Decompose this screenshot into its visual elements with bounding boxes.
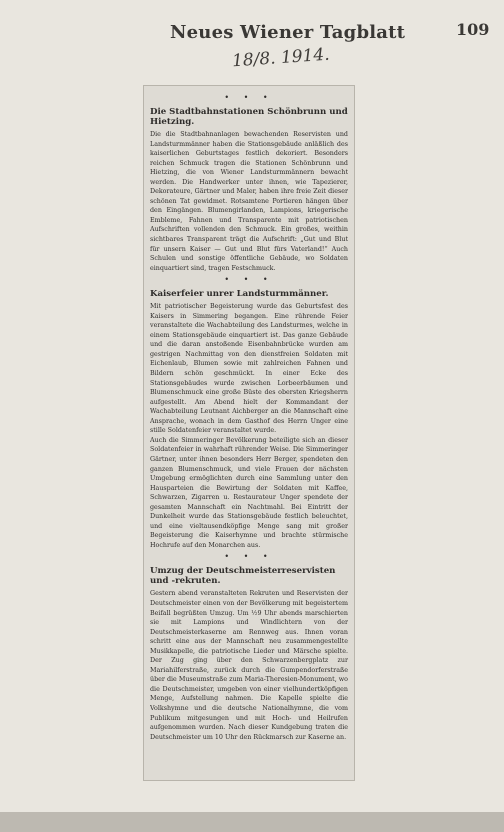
article-body-continued: Auch die Simmeringer Bevölkerung beteiligte sich an dieser Soldatenfeier in wahrhaft rührender Weise. Die Simmeringer Gärtner, unter ihnen besonders Herr Berger, spendeten den ganzen Blumenschmuck, und viele Frauen der nächsten Umgebung ermöglichten durch eine Sammlung unter den Hausparteien die Bewirtung der Soldaten mit Kaffee, Schwarzen, Zigarren u. Restaurateur Unger spendete der gesamten Mannschaft ein Nachtmahl. Bei Eintritt der Dunkelheit wurde das Stationsgebäude festlich beleuchtet, und eine vieltausendköpfige Menge sang mit großer Begeisterung die Kaiserhymne und brachte stürmische Hochrufe auf den Monarchen aus. bbox=[150, 436, 348, 549]
article-body: Mit patriotischer Begeisterung wurde das Geburtsfest des Kaisers in Simmering begangen. Eine rührende Feier veranstaltete die Wachabteilung des Landsturmes, welche in einem Stationsgebäude einquartiert ist. Das ganze Gebäude und die daran anstoßende Eisenbahnbrücke wurden am gestrigen Nachmittag von den dienstfreien Soldaten mit Eichenlaub, Blumen sowie mit zahlreichen Fahnen und Bildern schön geschmückt. In einer Ecke des Stationsgebäudes wurde zwischen Lorbeerbäumen und Blumenschmuck eine große Büste des obersten Kriegsherrn aufgestellt. Am Abend hielt der Kommandant der Wachabteilung Leutnant Aichberger an die Mannschaft eine Ansprache, wonach in dem Gasthof des Herrn Unger eine stille Soldatenfeier veranstaltet wurde. bbox=[150, 303, 348, 435]
separator: • • • bbox=[224, 552, 274, 562]
page-edge bbox=[0, 812, 504, 832]
article-title: Umzug der Deutschmeisterreservisten und -rekruten. bbox=[150, 566, 336, 587]
article-umzug bbox=[150, 566, 348, 742]
article-kaiserfeier bbox=[150, 289, 348, 550]
clipping-content bbox=[150, 92, 348, 774]
article-stadtbahnstationen bbox=[150, 107, 348, 273]
handwritten-date: 18/8. 1914. bbox=[231, 44, 331, 72]
article-title: Die Stadtbahnstationen Schönbrunn und Hietzing. bbox=[150, 107, 348, 127]
article-body: Gestern abend veranstalteten Rekruten und Reservisten der Deutschmeister einen von der Bevölkerung mit begeistertem Beifall begrüßten Umzug. Um ½9 Uhr abends marschierten sie mit Lampions und Windlichtern von der Deutschmeisterkaserne am Rennweg aus. Ihnen voran schritt eine aus der Mannschaft neu zusammengestellte Musikkapelle, die patriotische Lieder und Märsche spielte. Der Zug ging über den Schwarzenbergplatz zur Mariahilferstraße, zurück durch die Gumpendorferstraße über die Museumstraße zum Maria-Theresien-Monument, wo die Deutschmeister, umgeben von einer vielhundertköpfigen Menge, Aufstellung nahmen. Die Kapelle spielte die Volkshymne und die deutsche Nationalhymne, die vom Publikum mitgesungen und mit Hoch- und Heilrufen aufgenommen wurden. Nach dieser Kundgebung traten die Deutschmeister um 10 Uhr den Rückmarsch zur Kaserne an. bbox=[150, 590, 348, 741]
separator: • • • bbox=[224, 275, 274, 285]
article-body: Die die Stadtbahnanlagen bewachenden Reservisten und Landsturmmänner haben die Stationsgebäude anläßlich des kaiserlichen Geburtstages festlich dekoriert. Besonders reichen Schmuck tragen die Stationen Schönbrunn und Hietzing, die von Wiener Landsturmmännern bewacht werden. Die Handwerker unter ihnen, wie Tapezierer, Dekorateure, Gärtner und Maler, haben ihre freie Zeit dieser schönen Tat gewidmet. Rotsamtene Portieren hängen über den Eingängen. Blumengirlanden, Lampions, kriegerische Embleme, Fahnen und Transparente mit patriotischen Aufschriften vollenden den Schmuck. Ein großes, weithin sichtbares Transparent trägt die Aufschrift: „Gut und Blut für unsern Kaiser — Gut und Blut fürs Vaterland!“ Auch Schulen und sonstige öffentliche Gebäude, wo Soldaten einquartiert sind, tragen Festschmuck. bbox=[150, 131, 348, 272]
article-title: Kaiserfeier unrer Landsturmmänner. bbox=[150, 289, 329, 300]
newspaper-title: Neues Wiener Tagblatt bbox=[170, 22, 406, 43]
newspaper-clipping bbox=[144, 86, 354, 780]
page-number: 109 bbox=[456, 20, 490, 39]
separator: • • • bbox=[224, 93, 274, 102]
